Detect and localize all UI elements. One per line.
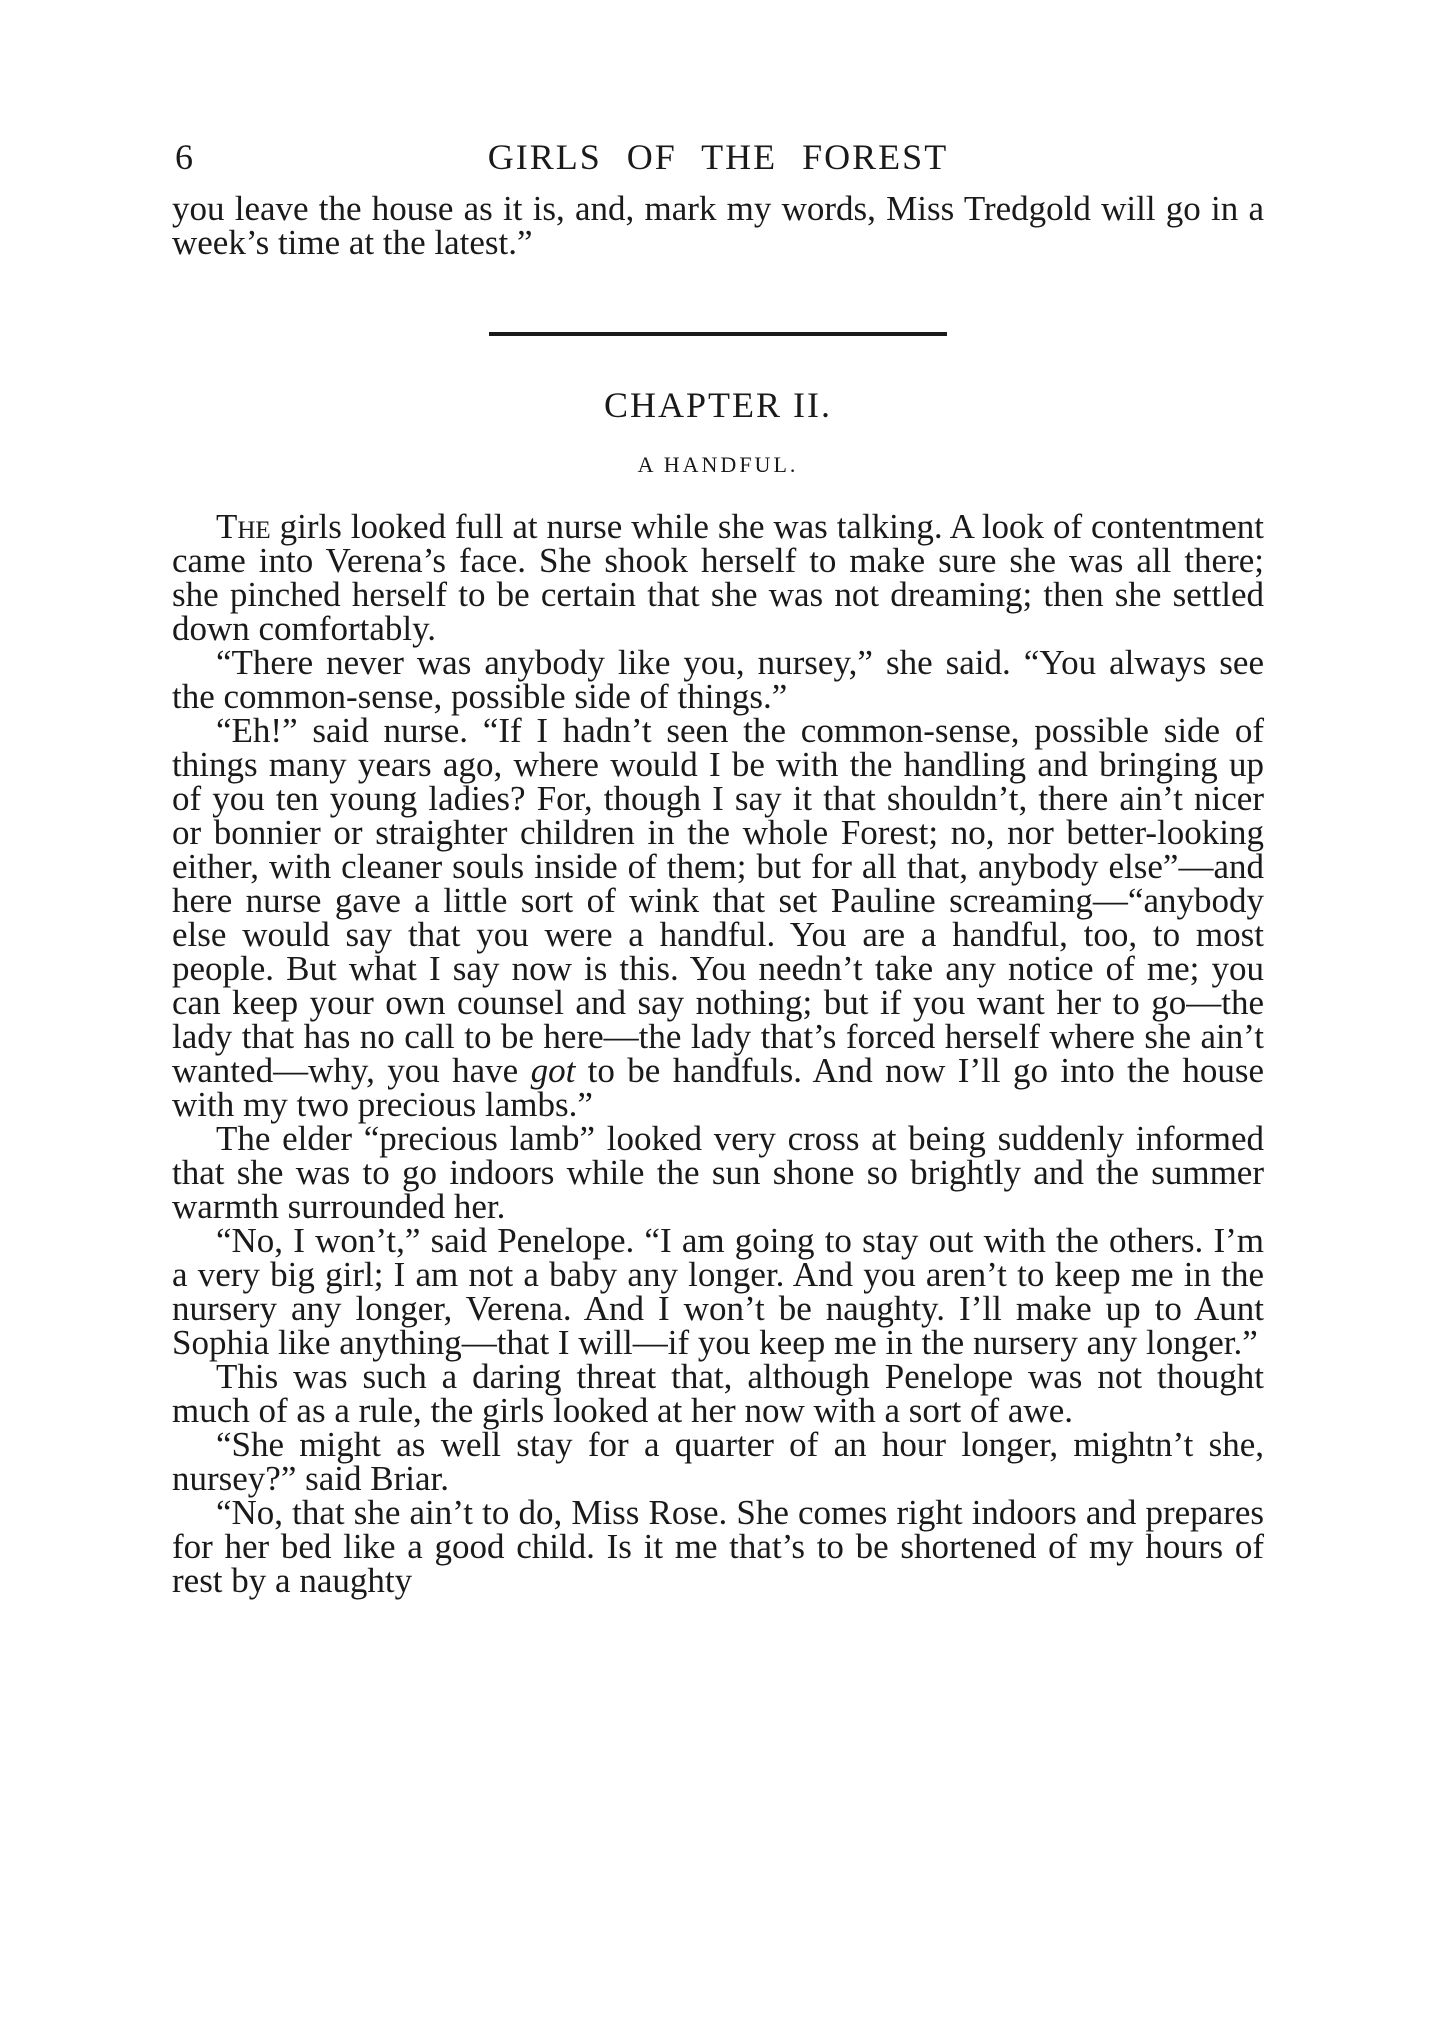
opening-paragraph: you leave the house as it is, and, mark my words, Miss Tredgold will go in a week’s time at the latest.” — [172, 189, 1264, 262]
emphasized-word: got — [530, 1051, 576, 1090]
running-title: GIRLS OF THE FOREST — [487, 137, 949, 177]
book-page — [172, 136, 1264, 1598]
running-header — [172, 136, 1264, 186]
chapter-title: CHAPTER II. — [604, 385, 832, 425]
paragraph-text-after: to be handfuls. And now I’ll go into the house with my two precious lambs.” — [172, 1051, 1264, 1124]
paragraph-text: girls looked full at nurse while she was talking. A look of contentment came into Verena’s face. She shook herself to make sure she was all there; she pinched herself to be certain that she was not dreaming; then she settled down comfortably. — [172, 507, 1264, 648]
section-divider — [489, 332, 947, 336]
paragraph-4: The elder “precious lamb” looked very cross at being suddenly informed that she was to go indoors while the sun shone so brightly and the summer warmth surrounded her. — [172, 1119, 1264, 1226]
paragraph-7: “She might as well stay for a quarter of an hour longer, mightn’t she, nursey?” said Briar. — [172, 1425, 1264, 1498]
paragraph-6: This was such a daring threat that, although Penelope was not thought much of as a rule, the girls looked at her now with a sort of awe. — [172, 1357, 1264, 1430]
chapter-subtitle: A HANDFUL. — [637, 452, 799, 477]
paragraph-2: “There never was anybody like you, nursey,” she said. “You always see the common-sense, possible side of things.” — [172, 643, 1264, 716]
paragraph-5: “No, I won’t,” said Penelope. “I am going to stay out with the others. I’m a very big girl; I am not a baby any longer. And you aren’t to keep me in the nursery any longer, Verena. And I won’t be naughty. I’ll make up to Aunt Sophia like anything—that I will—if you keep me in the nursery any longer.” — [172, 1221, 1264, 1362]
paragraph-1 — [172, 507, 1264, 648]
chapter-body — [172, 507, 1264, 1600]
paragraph-lead-word: The — [216, 507, 271, 546]
paragraph-3 — [172, 711, 1264, 1124]
paragraph-8: “No, that she ain’t to do, Miss Rose. She comes right indoors and prepares for her bed like a good child. Is it me that’s to be shortened of my hours of rest by a naughty — [172, 1493, 1264, 1600]
page-number: 6 — [175, 137, 195, 177]
paragraph-text: “Eh!” said nurse. “If I hadn’t seen the common-sense, possible side of things many years ago, where would I be with the handling and bringing up of you ten young ladies? For, though I say it that shouldn’t, there ain’t nicer or bonnier or straighter children in the whole Forest; no, nor better-looking either, with cleaner souls inside of them; but for all that, anybody else”—and here nurse gave a little sort of wink that set Pauline screaming—“anybody else would say that you were a handful. You are a handful, too, to most people. But what I say now is this. You needn’t take any notice of me; you can keep your own counsel and say nothing; but if you want her to go—the lady that has no call to be here—the lady that’s forced herself where she ain’t wanted—why, you have — [172, 711, 1264, 1090]
